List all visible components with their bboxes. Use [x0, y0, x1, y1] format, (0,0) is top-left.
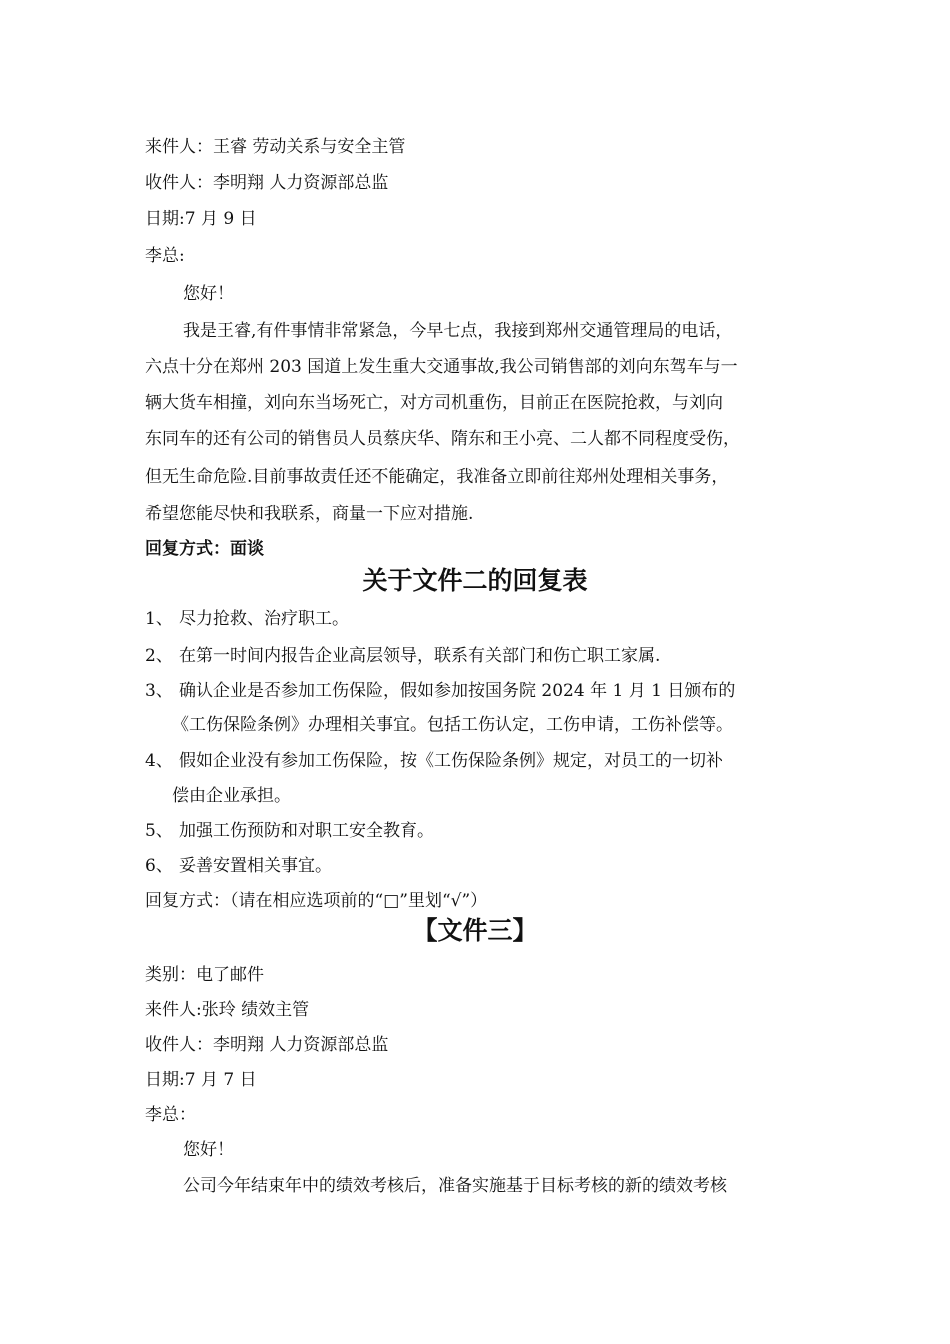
- date-line: 日期:7 月 7 日: [145, 1070, 257, 1090]
- body-paragraph-line: 六点十分在郑州 203 国道上发生重大交通事故,我公司销售部的刘向东驾车与一: [145, 357, 738, 377]
- reply-item: [145, 680, 735, 702]
- greeting: 您好！: [183, 1140, 234, 1160]
- date-line: 日期:7 月 9 日: [145, 209, 257, 229]
- reply-item-text: 假如企业没有参加工伤保险，按《工伤保险条例》规定，对员工的一切补: [179, 751, 723, 771]
- reply-item-text: 尽力抢救、治疗职工。: [179, 609, 349, 629]
- reply-item: [145, 750, 723, 772]
- reply-item-number: 3、: [145, 681, 173, 701]
- category-line: 类别：电了邮件: [145, 965, 264, 985]
- reply-form-title: 关于文件二的回复表: [362, 566, 588, 595]
- reply-item: [145, 645, 660, 667]
- body-paragraph-line: 我是王睿,有件事情非常紧急，今早七点，我接到郑州交通管理局的电话，: [183, 321, 733, 341]
- reply-item-number: 1、: [145, 609, 173, 629]
- reply-method-checkbox-instruction: 回复方式：（请在相应选项前的“□”里划“√”）: [145, 891, 488, 911]
- reply-item-text: 在第一时间内报告企业高层领导，联系有关部门和伤亡职工家属.: [179, 646, 661, 666]
- body-paragraph-line: 东同车的还有公司的销售员人员蔡庆华、隋东和王小亮、二人都不同程度受伤，: [145, 429, 740, 449]
- recipient-line: 收件人：李明翔 人力资源部总监: [145, 1035, 389, 1055]
- body-paragraph-line: 公司今年结束年中的绩效考核后，准备实施基于目标考核的新的绩效考核: [183, 1176, 727, 1196]
- reply-item-number: 5、: [145, 821, 173, 841]
- reply-item-number: 4、: [145, 751, 173, 771]
- body-paragraph-line: 但无生命危险.目前事故责任还不能确定，我准备立即前往郑州处理相关事务，: [145, 467, 729, 487]
- salutation: 李总：: [145, 1105, 196, 1125]
- reply-item-text: 妥善安置相关事宜。: [179, 856, 332, 876]
- body-paragraph-line: 辆大货车相撞，刘向东当场死亡，对方司机重伤，目前正在医院抢救，与刘向: [145, 393, 723, 413]
- reply-item-continuation: 《工伤保险条例》办理相关事宜。包括工伤认定，工伤申请，工伤补偿等。: [172, 715, 733, 735]
- reply-item: [145, 608, 349, 630]
- reply-item: [145, 855, 332, 877]
- greeting: 您好！: [183, 284, 234, 304]
- reply-item-text: 加强工伤预防和对职工安全教育。: [179, 821, 434, 841]
- body-paragraph-line: 希望您能尽快和我联系，商量一下应对措施.: [145, 504, 474, 524]
- reply-item-number: 2、: [145, 646, 173, 666]
- recipient-line: 收件人：李明翔 人力资源部总监: [145, 173, 389, 193]
- reply-item-continuation: 偿由企业承担。: [172, 786, 291, 806]
- reply-method-interview: 回复方式：面谈: [145, 539, 264, 559]
- salutation: 李总:: [145, 246, 185, 266]
- reply-item-number: 6、: [145, 856, 173, 876]
- file-three-title: 【文件三】: [412, 916, 538, 945]
- reply-item-text: 确认企业是否参加工伤保险，假如参加按国务院 2024 年 1 月 1 日颁布的: [179, 681, 736, 701]
- sender-line: 来件人：王睿 劳动关系与安全主管: [145, 137, 406, 157]
- reply-item: [145, 820, 434, 842]
- sender-line: 来件人:张玲 绩效主管: [145, 1000, 310, 1020]
